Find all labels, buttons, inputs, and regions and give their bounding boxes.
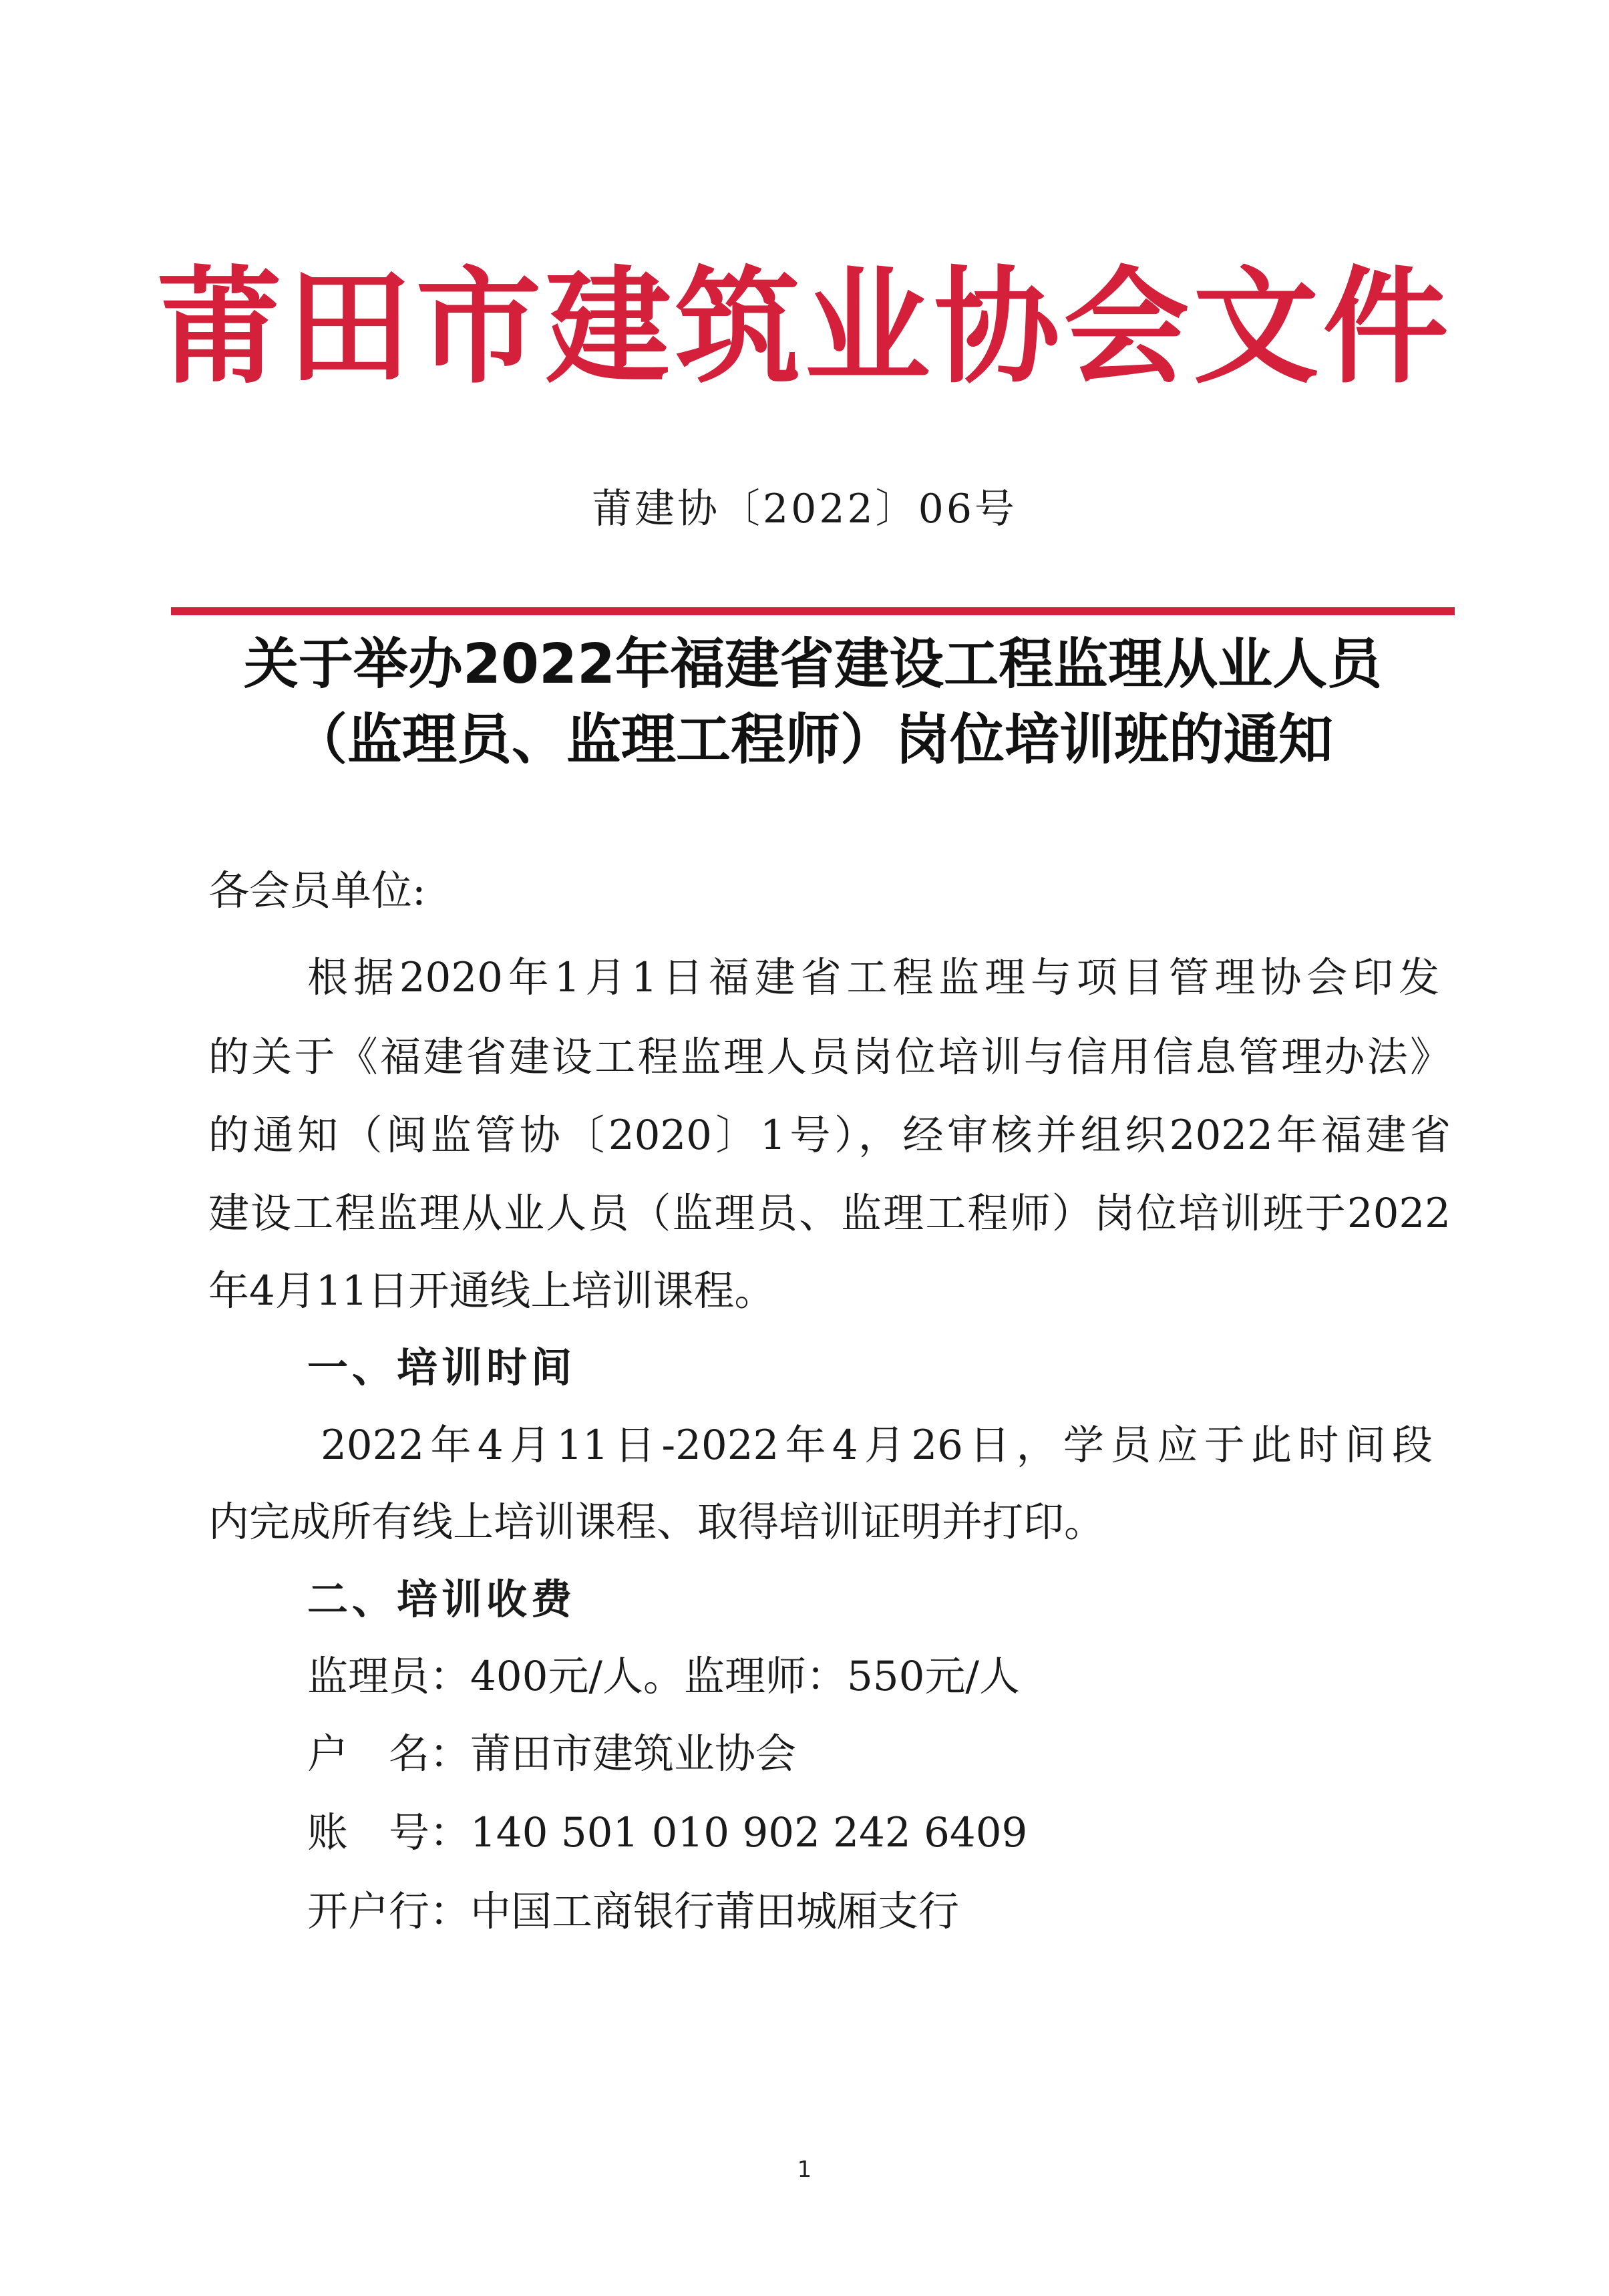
paragraph-1-line-3: 的通知（闽监管协〔2020〕1号），经审核并组织2022年福建省 (208, 1112, 1451, 1159)
masthead-title: 莆田市建筑业协会文件 (156, 253, 1453, 401)
document-number: 莆建协〔2022〕06号 (591, 486, 1018, 532)
page-number: 1 (797, 2156, 812, 2183)
section-1-line-2: 内完成所有线上培训课程、取得培训证明并打印。 (208, 1498, 1105, 1546)
red-divider-line (171, 607, 1455, 615)
account-number: 账 号：140 501 010 902 242 6409 (307, 1809, 1028, 1856)
paragraph-1-line-4: 建设工程监理从业人员（监理员、监理工程师）岗位培训班于2022 (208, 1190, 1451, 1237)
paragraph-1-line-5: 年4月11日开通线上培训课程。 (208, 1267, 775, 1315)
notice-title-line-1: 关于举办2022年福建省建设工程监理从业人员 (243, 633, 1383, 696)
fee-line: 监理员：400元/人。监理师：550元/人 (307, 1653, 1020, 1700)
section-1-heading: 一、培训时间 (307, 1344, 576, 1391)
notice-title-line-2: （监理员、监理工程师）岗位培训班的通知 (292, 708, 1333, 772)
section-1-line-1: 2022年4月11日-2022年4月26日，学员应于此时间段 (321, 1422, 1433, 1469)
account-name: 户 名：莆田市建筑业协会 (307, 1730, 797, 1778)
bank-name: 开户行：中国工商银行莆田城厢支行 (307, 1888, 960, 1935)
paragraph-1-line-2: 的关于《福建省建设工程监理人员岗位培训与信用信息管理办法》 (208, 1033, 1451, 1081)
salutation: 各会员单位: (208, 867, 426, 915)
section-2-heading: 二、培训收费 (307, 1576, 576, 1623)
paragraph-1-line-1: 根据2020年1月1日福建省工程监理与项目管理协会印发 (307, 954, 1439, 1001)
